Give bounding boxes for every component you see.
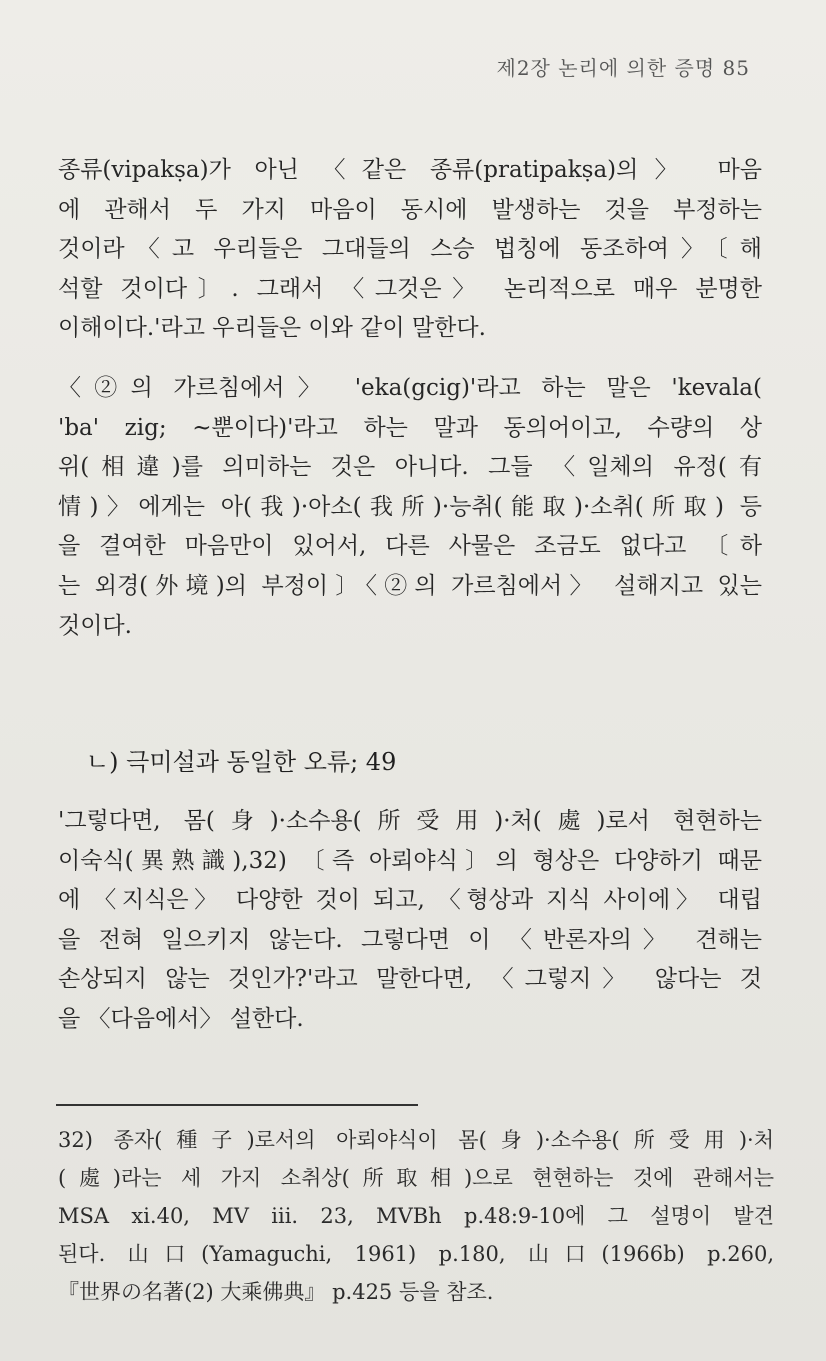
footnote-line: 『世界の名著(2) 大乘佛典』 p.425 등을 참조. [58, 1280, 494, 1304]
section-heading: ㄴ) 극미설과 동일한 오류; 49 [86, 748, 397, 776]
text-line: 종류(vipakṣa)가 아닌 〈같은 종류(pratipakṣa)의〉 마음 [58, 157, 762, 183]
footnote-line: MSA xi.40, MV iii. 23, MVBh p.48:9-10에 그 설명이 발견 [58, 1204, 774, 1228]
text-line: 는 외경(外境)의 부정이〕〈②의 가르침에서〉 설해지고 있는 [58, 572, 762, 599]
paragraph-1 [58, 151, 762, 349]
footnote-line: (處)라는 세 가지 소취상(所取相)으로 현현하는 것에 관해서는 [58, 1166, 774, 1190]
text-line: 것이라〈고 우리들은 그대들의 스승 법칭에 동조하여〉〔해 [58, 236, 762, 263]
text-line: 손상되지 않는 것인가?'라고 말한다면, 〈그렇지〉 않다는 것 [58, 966, 762, 993]
footnote-divider [56, 1104, 418, 1106]
text-line: 이숙식(異熟識),32) 〔즉 아뢰야식〕의 형상은 다양하기 때문 [58, 847, 762, 874]
text-line: 을 〈다음에서〉 설한다. [58, 1005, 304, 1032]
text-line: 情)〉에게는 아(我)·아소(我所)·능취(能取)·소취(所取) 등 [58, 493, 762, 520]
paragraph-3 [58, 802, 762, 1040]
text-line: 것이다. [58, 612, 132, 639]
running-head: 제2장 논리에 의한 증명 85 [496, 56, 750, 80]
text-line: 〈②의 가르침에서〉 'eka(gcig)'라고 하는 말은 'kevala( [58, 375, 762, 401]
text-line: 을 결여한 마음만이 있어서, 다른 사물은 조금도 없다고 〔하 [58, 533, 762, 560]
text-line: 'ba' zig; ~뿐이다)'라고 하는 말과 동의어이고, 수량의 상 [58, 414, 762, 441]
footnote-line: 32) 종자(種子)로서의 아뢰야식이 몸(身)·소수용(所受用)·처 [58, 1128, 774, 1152]
paragraph-2 [58, 369, 762, 646]
text-line: 석할 것이다〕. 그래서 〈그것은〉 논리적으로 매우 분명한 [58, 275, 762, 302]
text-line: 에 관해서 두 가지 마음이 동시에 발생하는 것을 부정하는 [58, 196, 762, 223]
text-line: 에 〈지식은〉 다양한 것이 되고, 〈형상과 지식 사이에〉 대립 [58, 887, 762, 914]
footnote-line: 된다. 山口(Yamaguchi, 1961) p.180, 山口(1966b) p.260, [58, 1242, 774, 1266]
text-line: 이해이다.'라고 우리들은 이와 같이 말한다. [58, 315, 486, 342]
text-line: '그렇다면, 몸(身)·소수용(所受用)·처(處)로서 현현하는 [58, 808, 762, 834]
footnote-32 [58, 1121, 774, 1311]
text-line: 위(相違)를 의미하는 것은 아니다. 그들 〈일체의 유정(有 [58, 454, 762, 481]
text-line: 을 전혀 일으키지 않는다. 그렇다면 이 〈반론자의〉 견해는 [58, 926, 762, 953]
